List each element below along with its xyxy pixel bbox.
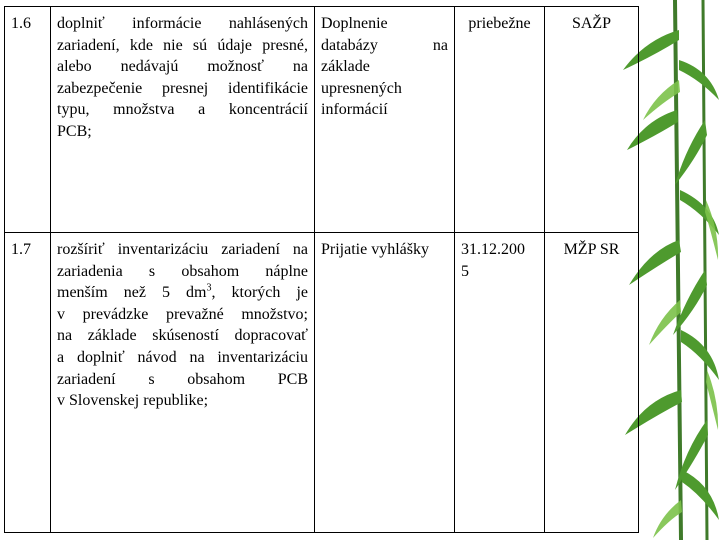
task-description (51, 7, 315, 233)
task-line-suffix: , ktorých je (211, 284, 309, 302)
deadline-line: 31.12.200 (461, 241, 525, 258)
responsible-body: SAŽP (545, 7, 639, 233)
task-line: zariadení, kde nie sú údaje presné, (57, 36, 308, 54)
action-table (4, 6, 639, 533)
expected-output (315, 7, 455, 233)
task-line: na základe skúseností dopracovať (57, 327, 308, 345)
task-line: zabezpečenie presnej identifikácie (57, 79, 308, 97)
deadline (455, 233, 545, 533)
deadline-line: 5 (461, 262, 469, 280)
output-line: základe (321, 58, 370, 76)
row-number: 1.6 (5, 7, 51, 233)
output-line: informácií (321, 101, 388, 119)
expected-output: Prijatie vyhlášky (315, 233, 455, 533)
task-line: v Slovenskej republike; (57, 392, 209, 410)
responsible-body: MŽP SR (545, 233, 639, 533)
task-line: doplniť informácie nahlásených (57, 15, 308, 32)
superscript: 3 (206, 282, 212, 294)
table-row (5, 7, 639, 233)
task-description (51, 233, 315, 533)
output-line: Doplnenie (321, 15, 388, 32)
task-line (57, 282, 308, 304)
task-line: v prevádzke prevažné množstvo; (57, 305, 308, 323)
task-line: typu, množstva a koncentrácií (57, 101, 308, 119)
table-row (5, 233, 639, 533)
output-line: upresnených (321, 79, 402, 97)
deadline: priebežne (455, 7, 545, 233)
task-line: PCB; (57, 122, 92, 140)
task-line: alebo nedávajú možnosť na (57, 58, 308, 76)
task-line: rozšíriť inventarizáciu zariadení na (57, 241, 308, 258)
task-line-text: menším než 5 dm (57, 284, 207, 302)
row-number: 1.7 (5, 233, 51, 533)
output-line: databázy na (321, 36, 448, 54)
task-line: a doplniť návod na inventarizáciu (57, 348, 308, 366)
task-line: zariadenia s obsahom náplne (57, 262, 308, 280)
task-line: zariadení s obsahom PCB (57, 370, 308, 388)
